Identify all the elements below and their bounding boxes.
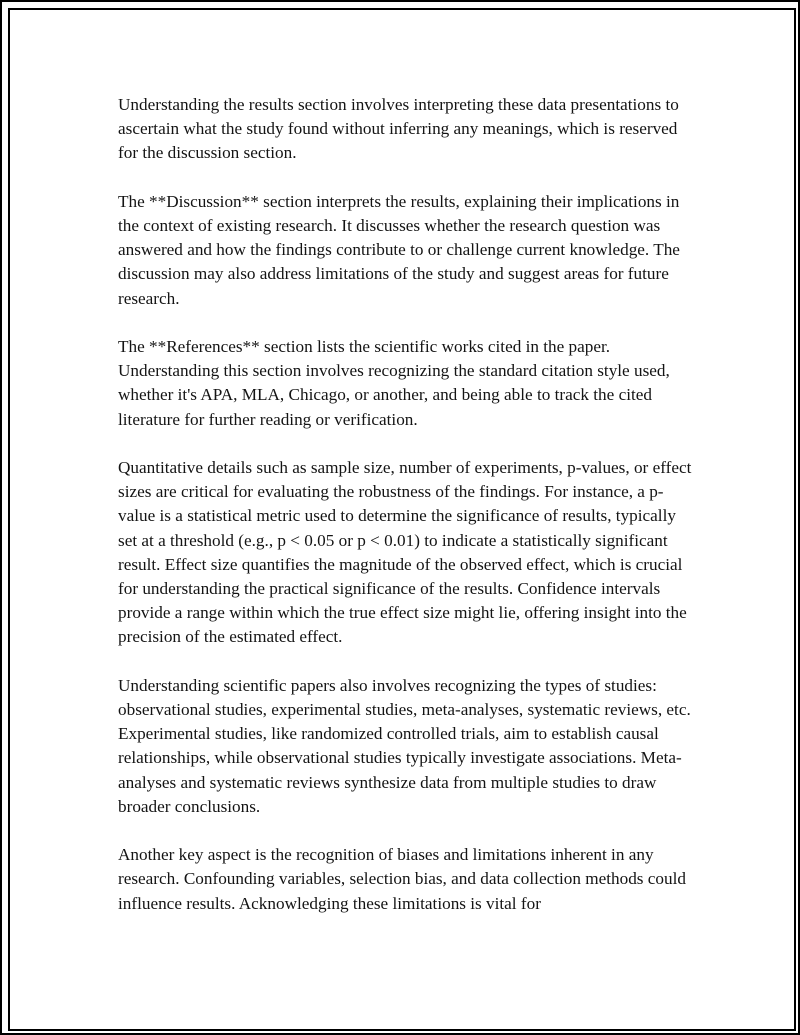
paragraph-discussion-section: The **Discussion** section interprets the results, explaining their implications in the context of existing research. It discusses whether the research question was answered and how the findings contribute to or challenge current knowledge. The discussion may also address limitations of the study and suggest areas for future research.	[118, 191, 680, 308]
document-body	[118, 93, 696, 940]
paragraph-results-interpretation: Understanding the results section involves interpreting these data presentations to ascertain what the study found without inferring any meanings, which is reserved for the discussion section.	[118, 95, 679, 163]
paragraph-quantitative-details: Quantitative details such as sample size, number of experiments, p-values, or effect sizes are critical for evaluating the robustness of the findings. For instance, a p-value is a statistical metric used to determine the significance of results, typically set at a threshold (e.g., p < 0.05 or p < 0.01) to indicate a statistically significant result. Effect size quantifies the magnitude of the observed effect, which is crucial for understanding the practical significance of the results. Confidence intervals provide a range within which the true effect size might lie, offering insight into the precision of the estimated effect.	[118, 458, 692, 647]
paragraph-study-types: Understanding scientific papers also involves recognizing the types of studies: observational studies, experimental studies, meta-analyses, systematic reviews, etc. Experimental studies, like randomized controlled trials, aim to establish causal relationships, while observational studies typically investigate associations. Meta-analyses and systematic reviews synthesize data from multiple studies to draw broader conclusions.	[118, 675, 691, 816]
paragraph-references-section: The **References** section lists the scientific works cited in the paper. Understanding this section involves recognizing the standard citation style used, whether it's APA, MLA, Chicago, or another, and being able to track the cited literature for further reading or verification.	[118, 337, 670, 429]
paragraph-biases-limitations: Another key aspect is the recognition of biases and limitations inherent in any research. Confounding variables, selection bias, and data collection methods could influence results. Acknowledging these limitations is vital for	[118, 845, 686, 913]
